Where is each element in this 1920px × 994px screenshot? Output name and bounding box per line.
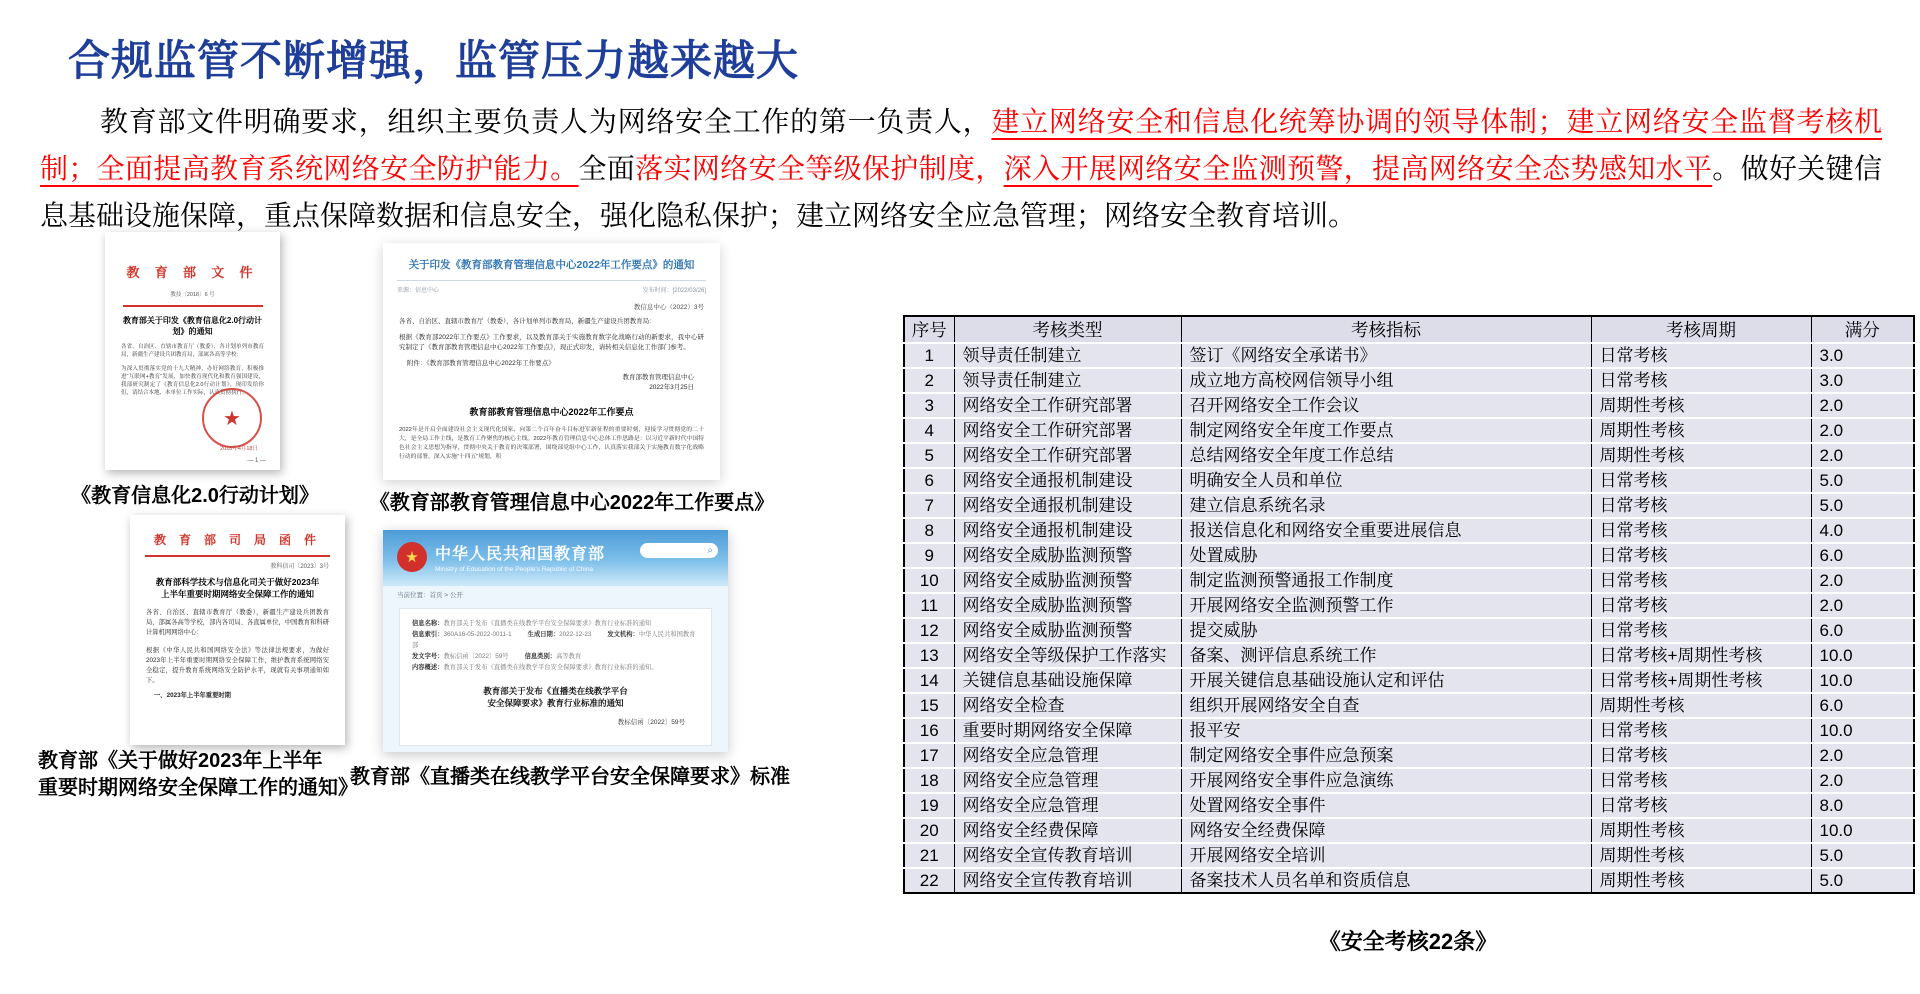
table-row [904, 368, 1914, 393]
table-cell: 处置网络安全事件 [1181, 793, 1591, 818]
header-cell: 考核指标 [1181, 316, 1591, 343]
paragraph-segment: 。做好关键信息基础设施保障，重点保障数据和信息安全，强化隐私保护；建立网络安全应急管理；网络安全教育培训。 [40, 153, 1882, 231]
info-meta-line [412, 651, 699, 662]
assessment-table [903, 315, 1915, 894]
paragraph-segment: 教育部文件明确要求，组织主要负责人为网络安全工作的第一负责人， [100, 106, 992, 137]
info-meta-line [412, 662, 699, 673]
doc1-body-text: 为深入贯彻落实党的十九大精神，办好网络教育，积极推进“互联网+教育”发展，加快教育现代化和教育强国建设，我部研究制定了《教育信息化2.0行动计划》，现印发给你们，请结合本地、本单位工作实际，认真贯彻执行。 [121, 366, 264, 396]
doc3-title-line1: 教育部科学技术与信息化司关于做好2023年 [155, 577, 320, 587]
table-cell: 日常考核 [1591, 343, 1811, 368]
doc1-number: 教技〔2018〕6 号 [170, 292, 215, 298]
table-cell: 21 [904, 843, 954, 868]
meta-value: 教标信函〔2022〕59号 [443, 653, 509, 660]
table-cell: 组织开展网络安全自查 [1181, 693, 1591, 718]
table-cell: 日常考核 [1591, 768, 1811, 793]
table-cell: 5 [904, 443, 954, 468]
table-cell: 周期性考核 [1591, 693, 1811, 718]
table-cell: 14 [904, 668, 954, 693]
doc1-page-number: — 1 — [247, 458, 266, 464]
table-row [904, 668, 1914, 693]
table-cell: 3 [904, 393, 954, 418]
doc-thumbnail-2022-work-points [383, 243, 720, 480]
table-cell: 网络安全经费保障 [954, 818, 1181, 843]
table-cell: 15 [904, 693, 954, 718]
table-cell: 13 [904, 643, 954, 668]
table-cell: 2.0 [1811, 768, 1914, 793]
site-name: 中华人民共和国教育部 [435, 546, 606, 563]
table-cell: 网络安全工作研究部署 [954, 418, 1181, 443]
doc-thumbnail-moe-website [383, 530, 728, 752]
table-cell: 19 [904, 793, 954, 818]
table-row [904, 743, 1914, 768]
table-cell: 周期性考核 [1591, 443, 1811, 468]
meta-label: 生成日期： [527, 631, 560, 638]
table-cell: 12 [904, 618, 954, 643]
table-cell: 7 [904, 493, 954, 518]
table-cell: 网络安全宣传教育培训 [954, 843, 1181, 868]
notice-title-line2: 安全保障要求》教育行业标准的通知 [487, 698, 624, 708]
table-cell: 4.0 [1811, 518, 1914, 543]
table-row [904, 693, 1914, 718]
table-cell: 6 [904, 468, 954, 493]
header-cell: 序号 [904, 316, 954, 343]
meta-label: 信息类别： [524, 653, 557, 660]
table-cell: 明确安全人员和单位 [1181, 468, 1591, 493]
table-row [904, 643, 1914, 668]
meta-value: 2022-12-23 [559, 631, 592, 638]
header-cell: 满分 [1811, 316, 1914, 343]
table-cell: 日常考核 [1591, 543, 1811, 568]
doc1-title: 教育部关于印发《教育信息化2.0行动计划》的通知 [122, 316, 263, 336]
table-row [904, 568, 1914, 593]
table-cell: 16 [904, 718, 954, 743]
paragraph-segment: 建立网络安全和信息化统筹协调的领导体制；建立网络安全监督考核机制；全面提高教育系统网络安全防护能力。 [40, 106, 1882, 184]
table-cell: 5.0 [1811, 868, 1914, 893]
info-meta-line [412, 629, 699, 651]
doc2-signature-date: 2022年3月25日 [649, 384, 694, 391]
table-cell: 领导责任制建立 [954, 368, 1181, 393]
intro-paragraph [40, 98, 1882, 239]
table-cell: 日常考核 [1591, 718, 1811, 743]
table-cell: 2 [904, 368, 954, 393]
table-cell: 11 [904, 593, 954, 618]
table-cell: 2.0 [1811, 593, 1914, 618]
doc2-inner-body: 2022年是开启全面建设社会主义现代化国家、向第二个百年奋斗目标进军新征程的重要时刻，迎接学习贯彻党的二十大，是全局工作主线，是教育工作聚焦的核心主线。2022年教育管理信息中心总体工作思路是：以习近平新时代中国特色社会主义思想为指导，贯彻中央关于教育的决策部署，围绕部党组中心工作，认真落实我部关于实施教育数字化战略行动的部署，深入实施“十四五”规划，积 [399, 427, 704, 460]
table-cell: 总结网络安全年度工作总结 [1181, 443, 1591, 468]
table-cell: 5.0 [1811, 843, 1914, 868]
table-row [904, 418, 1914, 443]
doc3-number: 教科信司〔2023〕3号 [270, 564, 329, 570]
doc2-publish-time: 发布时间：[2022/03/26] [642, 288, 706, 294]
table-caption: 《安全考核22条》 [1318, 929, 1498, 954]
notice-number: 教标信函〔2022〕59号 [617, 719, 685, 726]
doc3-section-heading: 一、2023年上半年重要时期 [154, 692, 231, 699]
table-cell: 4 [904, 418, 954, 443]
meta-value: 教育部关于发布《直播类在线教学平台安全保障要求》教育行业标准的通知 [443, 620, 652, 627]
table-cell: 网络安全通报机制建设 [954, 493, 1181, 518]
table-cell: 2.0 [1811, 743, 1914, 768]
moe-meta-lines [412, 618, 699, 673]
meta-value: 中华人民共和国教育部 [412, 631, 696, 649]
table-cell: 开展网络安全事件应急演练 [1181, 768, 1591, 793]
table-cell: 网络安全工作研究部署 [954, 393, 1181, 418]
doc1-body-salutation: 各省、自治区、直辖市教育厅（教委），各计划单列市教育局，新疆生产建设兵团教育局，部属各高等学校： [121, 344, 264, 358]
table-row [904, 518, 1914, 543]
table-cell: 18 [904, 768, 954, 793]
table-cell: 网络安全宣传教育培训 [954, 868, 1181, 893]
doc2-body-text: 根据《教育部2022年工作要点》工作要求，以及教育部关于实施教育数字化战略行动的新要求，我中心研究制定了《教育部教育管理信息中心2022年工作要点》，现正式印发，请转相关信息化工作部门参考。 [399, 334, 704, 351]
table-cell: 制定监测预警通报工作制度 [1181, 568, 1591, 593]
table-cell: 日常考核 [1591, 518, 1811, 543]
table-cell: 备案技术人员名单和资质信息 [1181, 868, 1591, 893]
table-cell: 日常考核 [1591, 468, 1811, 493]
table-cell: 周期性考核 [1591, 393, 1811, 418]
paragraph-segment: 落实网络安全等级保护制度， [635, 153, 1004, 184]
doc-thumbnail-edu-informatization-plan [105, 232, 280, 470]
table-cell: 9 [904, 543, 954, 568]
meta-label: 信息名称： [412, 620, 444, 627]
table-row [904, 468, 1914, 493]
table-row [904, 818, 1914, 843]
doc3-body-text: 根据《中华人民共和国网络安全法》等法律法规要求，为做好2023年上半年重要时期网络安全保障工作，维护教育系统网络安全稳定，提升教育系统网络安全防护水平，现就有关事项通知如下。 [146, 647, 329, 684]
table-row [904, 593, 1914, 618]
doc1-date: 2018年4月18日 [220, 446, 258, 452]
table-cell: 17 [904, 743, 954, 768]
table-cell: 领导责任制建立 [954, 343, 1181, 368]
table-cell: 日常考核 [1591, 368, 1811, 393]
table-cell: 3.0 [1811, 343, 1914, 368]
caption-edu-informatization-plan: 《教育信息化2.0行动计划》 [71, 485, 319, 507]
meta-value: 高等教育 [556, 653, 582, 660]
table-cell: 日常考核 [1591, 743, 1811, 768]
doc3-body-salutation: 各省、自治区、直辖市教育厅（教委），新疆生产建设兵团教育局，部属各高等学校，部内各司局、各直属单位，中国教育和科研计算机网网络中心： [146, 609, 329, 636]
table-cell: 日常考核 [1591, 618, 1811, 643]
table-cell: 建立信息系统名录 [1181, 493, 1591, 518]
doc2-source: 来源：信息中心 [397, 288, 440, 294]
table-row [904, 718, 1914, 743]
caption-2023-notice-line2: 重要时期网络安全保障工作的通知》 [38, 777, 358, 799]
table-cell: 日常考核+周期性考核 [1591, 668, 1811, 693]
official-seal-icon: ★ [202, 388, 262, 448]
table-cell: 网络安全经费保障 [1181, 818, 1591, 843]
table-cell: 网络安全应急管理 [954, 743, 1181, 768]
table-cell: 10.0 [1811, 818, 1914, 843]
table-cell: 10.0 [1811, 668, 1914, 693]
table-cell: 22 [904, 868, 954, 893]
table-cell: 关键信息基础设施保障 [954, 668, 1181, 693]
doc3-letterhead: 教 育 部 司 局 函 件 [153, 533, 321, 547]
table-cell: 周期性考核 [1591, 818, 1811, 843]
table-cell: 报平安 [1181, 718, 1591, 743]
doc2-attachment: 附件：《教育部教育管理信息中心2022年工作要点》 [407, 360, 555, 367]
meta-value: 教育部关于发布《直播类在线教学平台安全保障要求》教育行业标准的通知。 [443, 664, 658, 671]
table-row [904, 618, 1914, 643]
meta-label: 发文机构： [607, 631, 639, 638]
table-cell: 8.0 [1811, 793, 1914, 818]
table-row [904, 768, 1914, 793]
table-cell: 10 [904, 568, 954, 593]
doc2-inner-title: 教育部教育管理信息中心2022年工作要点 [469, 407, 634, 417]
table-cell: 8 [904, 518, 954, 543]
table-cell: 网络安全等级保护工作落实 [954, 643, 1181, 668]
meta-label: 信息索引： [412, 631, 444, 638]
table-cell: 5.0 [1811, 493, 1914, 518]
header-cell: 考核周期 [1591, 316, 1811, 343]
caption-2023-notice-line1: 教育部《关于做好2023年上半年 [38, 750, 323, 772]
table-cell: 网络安全应急管理 [954, 768, 1181, 793]
table-cell: 10.0 [1811, 643, 1914, 668]
header-cell: 考核类型 [954, 316, 1181, 343]
table-cell: 2.0 [1811, 443, 1914, 468]
doc1-divider [123, 305, 263, 307]
caption-livestream-standard: 教育部《直播类在线教学平台安全保障要求》标准 [350, 766, 790, 788]
caption-2022-work-points: 《教育部教育管理信息中心2022年工作要点》 [369, 492, 775, 514]
table-row [904, 343, 1914, 368]
table-cell: 3.0 [1811, 368, 1914, 393]
table-cell: 开展网络安全监测预警工作 [1181, 593, 1591, 618]
table-cell: 周期性考核 [1591, 843, 1811, 868]
table-cell: 网络安全威胁监测预警 [954, 568, 1181, 593]
table-row [904, 393, 1914, 418]
table-cell: 重要时期网络安全保障 [954, 718, 1181, 743]
table-cell: 2.0 [1811, 418, 1914, 443]
table-cell: 成立地方高校网信领导小组 [1181, 368, 1591, 393]
table-cell: 网络安全应急管理 [954, 793, 1181, 818]
table-cell: 处置威胁 [1181, 543, 1591, 568]
assessment-table-body [904, 343, 1914, 893]
table-cell: 制定网络安全事件应急预案 [1181, 743, 1591, 768]
table-header-row [904, 316, 1914, 343]
table-cell: 提交威胁 [1181, 618, 1591, 643]
table-cell: 网络安全通报机制建设 [954, 468, 1181, 493]
doc2-number: 教信息中心（2022）3号 [633, 304, 704, 311]
table-cell: 日常考核 [1591, 793, 1811, 818]
table-cell: 开展关键信息基础设施认定和评估 [1181, 668, 1591, 693]
table-cell: 开展网络安全培训 [1181, 843, 1591, 868]
table-cell: 2.0 [1811, 393, 1914, 418]
table-row [904, 843, 1914, 868]
table-row [904, 443, 1914, 468]
table-row [904, 793, 1914, 818]
table-cell: 日常考核+周期性考核 [1591, 643, 1811, 668]
breadcrumb: 当前位置：首页 > 公开 [397, 592, 463, 599]
doc-thumbnail-2023-security-notice [130, 515, 345, 745]
paragraph-segment: 深入开展网络安全监测预警，提高网络安全态势感知水平 [1003, 153, 1713, 184]
table-cell: 日常考核 [1591, 493, 1811, 518]
table-cell: 报送信息化和网络安全重要进展信息 [1181, 518, 1591, 543]
table-cell: 网络安全工作研究部署 [954, 443, 1181, 468]
table-cell: 日常考核 [1591, 568, 1811, 593]
table-cell: 10.0 [1811, 718, 1914, 743]
table-cell: 制定网络安全年度工作要点 [1181, 418, 1591, 443]
national-emblem-icon: ★ [397, 542, 427, 572]
table-cell: 1 [904, 343, 954, 368]
doc2-body-salutation: 各省、自治区、直辖市教育厅（教委），各计划单列市教育局，新疆生产建设兵团教育局： [399, 318, 656, 325]
table-cell: 5.0 [1811, 468, 1914, 493]
doc3-divider [145, 555, 330, 557]
search-icon: ⌕ [707, 544, 713, 556]
paragraph-segment: 全面 [578, 153, 636, 184]
site-name-en: Ministry of Education of the People's Republic of China [435, 566, 594, 573]
table-cell: 日常考核 [1591, 593, 1811, 618]
doc2-title: 关于印发《教育部教育管理信息中心2022年工作要点》的通知 [408, 259, 695, 271]
page-title: 合规监管不断增强，监管压力越来越大 [68, 37, 800, 84]
moe-info-card [399, 608, 712, 746]
table-cell: 网络安全威胁监测预警 [954, 543, 1181, 568]
search-bar [640, 543, 718, 558]
table-cell: 备案、测评信息系统工作 [1181, 643, 1591, 668]
table-cell: 网络安全威胁监测预警 [954, 618, 1181, 643]
meta-value: 360A16-05-2022-0011-1 [443, 631, 512, 638]
info-meta-line [412, 618, 699, 629]
table-cell: 6.0 [1811, 618, 1914, 643]
table-cell: 召开网络安全工作会议 [1181, 393, 1591, 418]
table-cell: 周期性考核 [1591, 418, 1811, 443]
table-cell: 周期性考核 [1591, 868, 1811, 893]
table-row [904, 493, 1914, 518]
table-row [904, 543, 1914, 568]
meta-label: 内容概述： [412, 664, 444, 671]
notice-title-line1: 教育部关于发布《直播类在线教学平台 [483, 686, 628, 696]
table-cell: 签订《网络安全承诺书》 [1181, 343, 1591, 368]
table-cell: 网络安全威胁监测预警 [954, 593, 1181, 618]
doc1-letterhead: 教 育 部 文 件 [126, 265, 259, 280]
doc2-signature-org: 教育部教育管理信息中心 [622, 374, 694, 381]
table-cell: 6.0 [1811, 693, 1914, 718]
meta-label: 发文字号： [412, 653, 444, 660]
table-cell: 20 [904, 818, 954, 843]
doc3-title-line2: 上半年重要时期网络安全保障工作的通知 [160, 589, 314, 599]
moe-site-header [383, 530, 728, 586]
table-cell: 2.0 [1811, 568, 1914, 593]
table-row [904, 868, 1914, 893]
table-cell: 6.0 [1811, 543, 1914, 568]
table-cell: 网络安全通报机制建设 [954, 518, 1181, 543]
table-cell: 网络安全检查 [954, 693, 1181, 718]
